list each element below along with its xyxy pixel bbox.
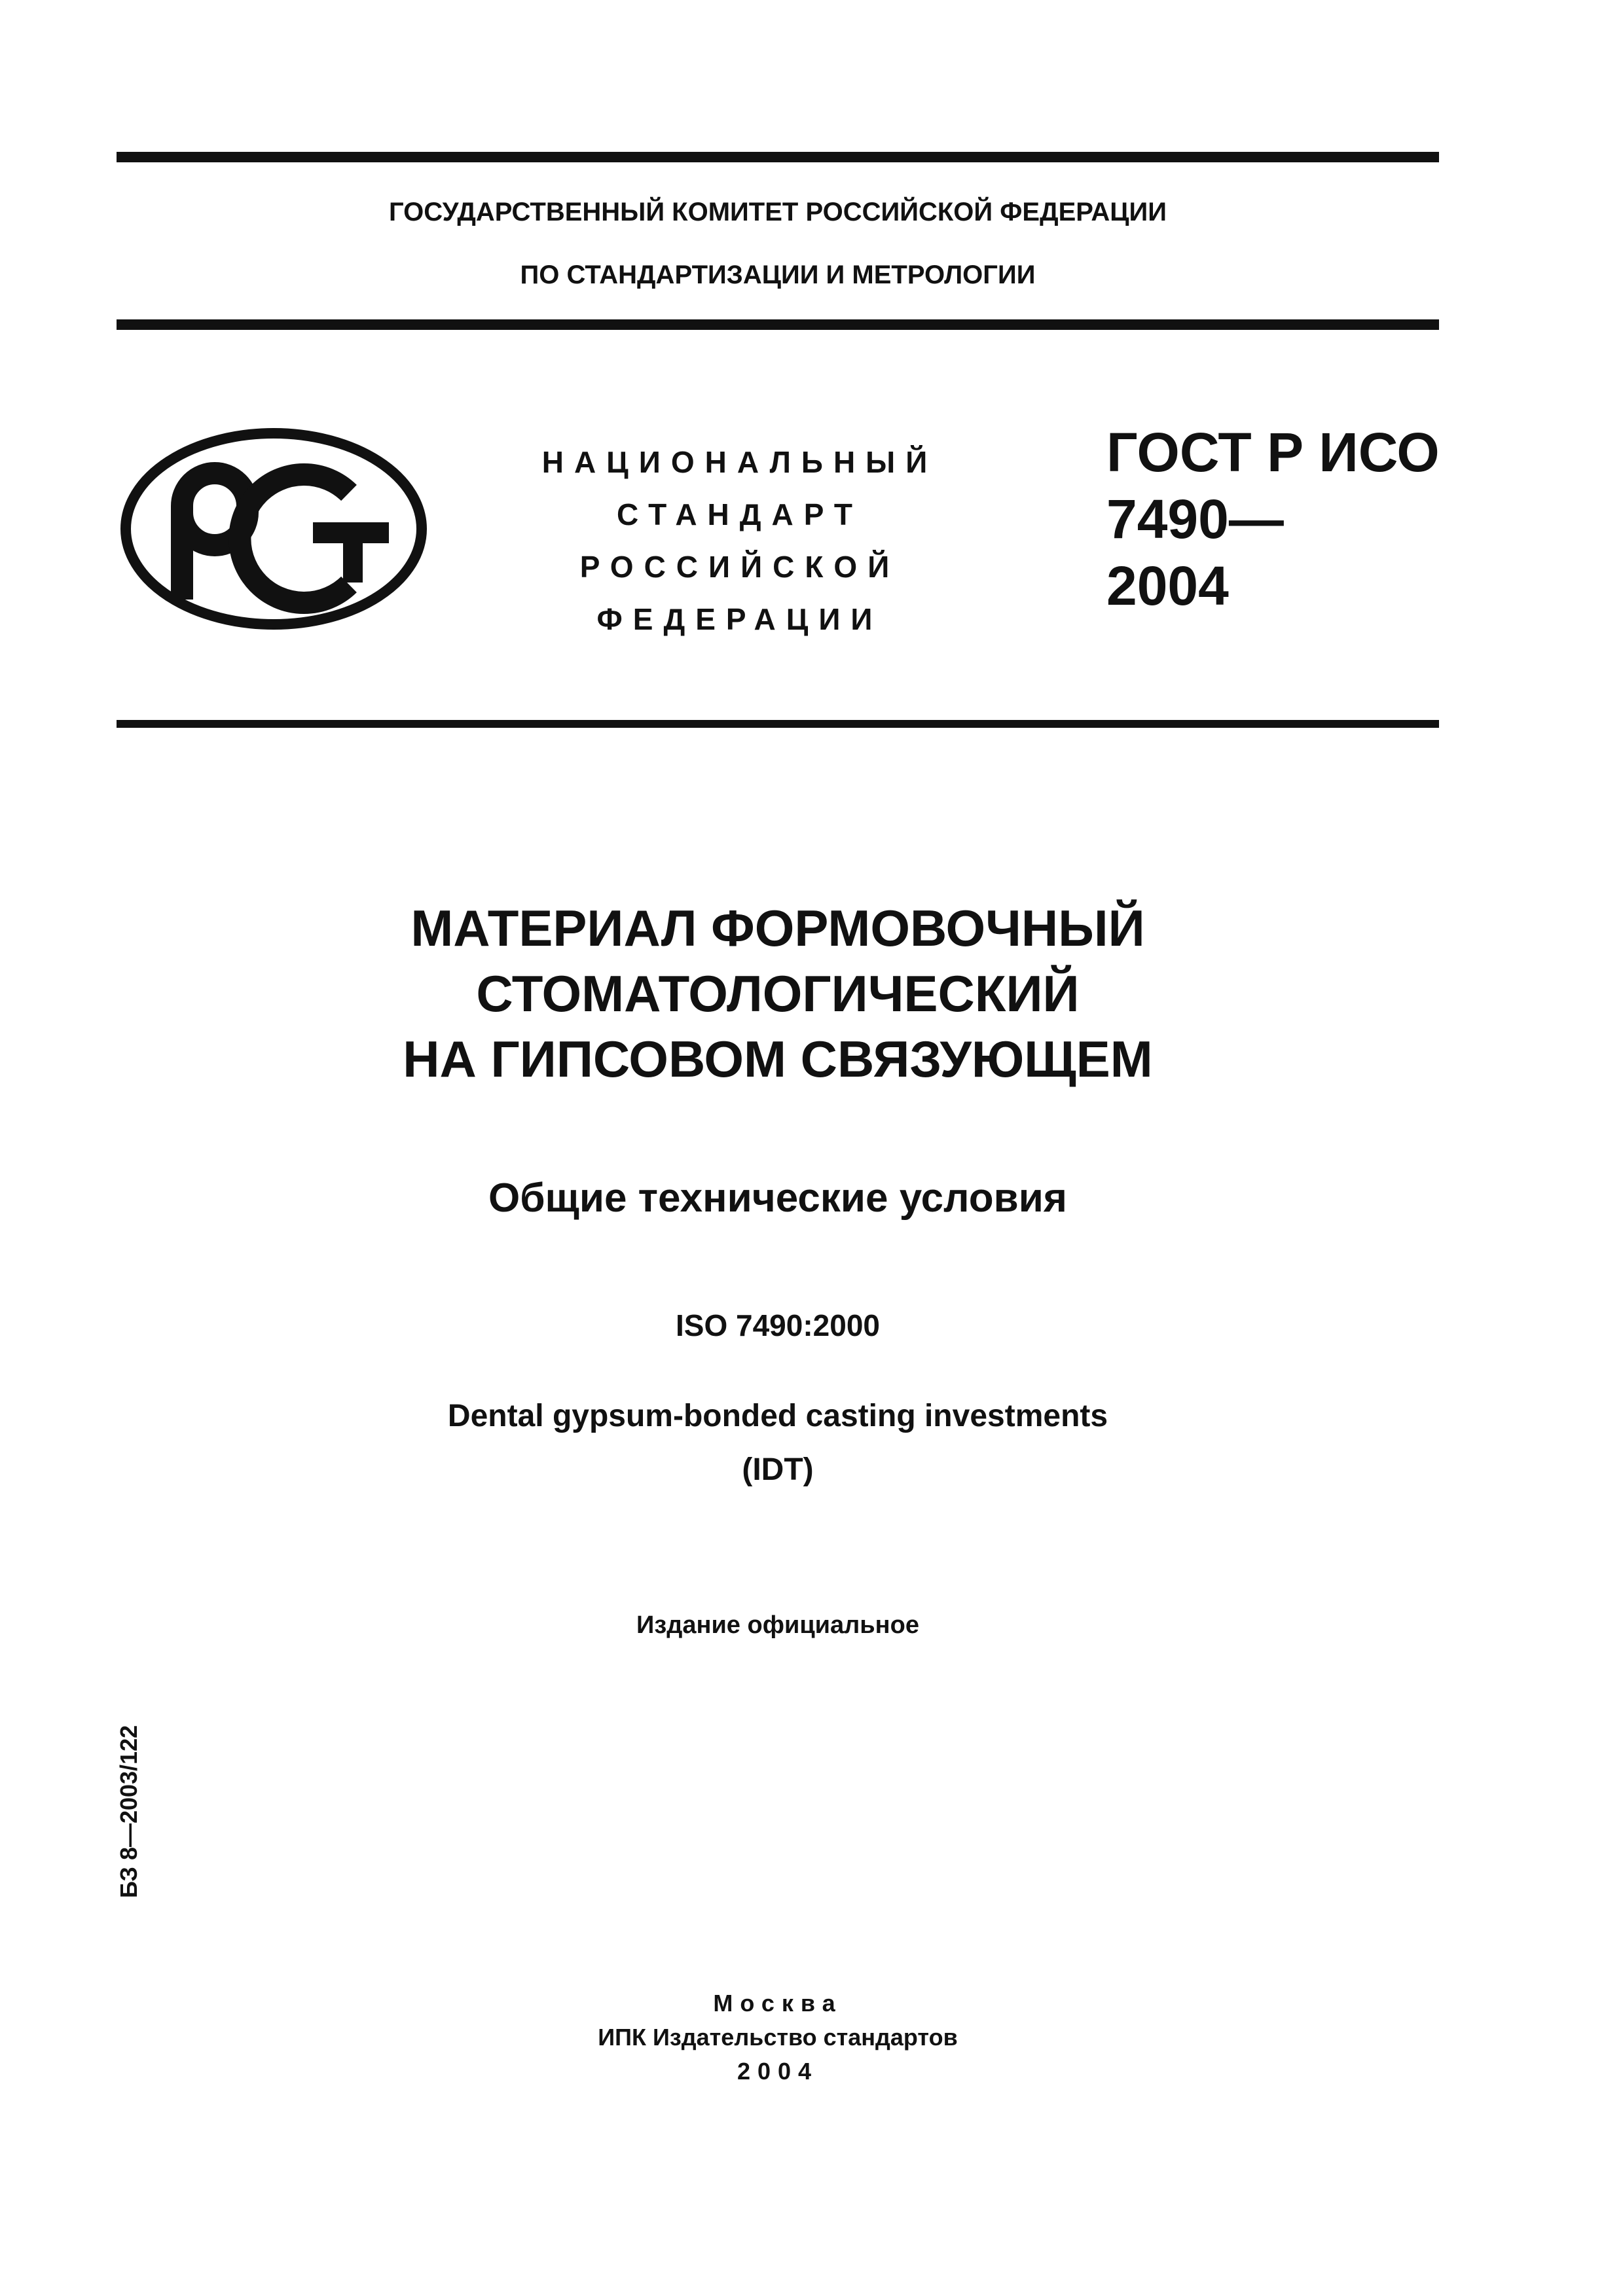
iso-reference: ISO 7490:2000	[675, 1308, 880, 1342]
national-standard-line: НАЦИОНАЛЬНЫЙ	[541, 445, 938, 479]
agency-line-2: ПО СТАНДАРТИЗАЦИИ И МЕТРОЛОГИИ	[520, 260, 1036, 289]
title-line: МАТЕРИАЛ ФОРМОВОЧНЫЙ	[410, 899, 1145, 957]
designation-line: ГОСТ Р ИСО	[1106, 422, 1440, 483]
document-subtitle: Общие технические условия	[488, 1175, 1067, 1221]
top-rule	[117, 152, 1439, 162]
edition-label: Издание официальное	[636, 1611, 919, 1639]
catalog-code: БЗ 8—2003/122	[115, 1725, 142, 1898]
national-standard-line: ФЕДЕРАЦИИ	[596, 602, 883, 636]
designation-line: 2004	[1106, 555, 1229, 617]
designation-rule	[117, 720, 1439, 728]
title-line: НА ГИПСОВОМ СВЯЗУЮЩЕМ	[403, 1030, 1153, 1088]
imprint-publisher: ИПК Издательство стандартов	[598, 2024, 958, 2051]
designation-line: 7490—	[1106, 488, 1284, 550]
rst-logo	[117, 424, 431, 634]
national-standard-line: РОССИЙСКОЙ	[579, 550, 900, 584]
document-title	[117, 895, 1439, 1092]
agency-line-1: ГОСУДАРСТВЕННЫЙ КОМИТЕТ РОССИЙСКОЙ ФЕДЕРАЦИИ	[388, 198, 1167, 226]
national-standard-label	[511, 436, 969, 645]
national-standard-line: СТАНДАРТ	[617, 497, 863, 531]
imprint-year: 2004	[737, 2058, 819, 2085]
equivalence-label: (IDT)	[742, 1452, 814, 1487]
standard-designation	[1106, 419, 1447, 619]
title-line: СТОМАТОЛОГИЧЕСКИЙ	[476, 965, 1080, 1022]
iso-title: Dental gypsum-bonded casting investments	[447, 1399, 1108, 1433]
imprint-city: Москва	[713, 1990, 843, 2017]
header-rule	[117, 319, 1439, 330]
